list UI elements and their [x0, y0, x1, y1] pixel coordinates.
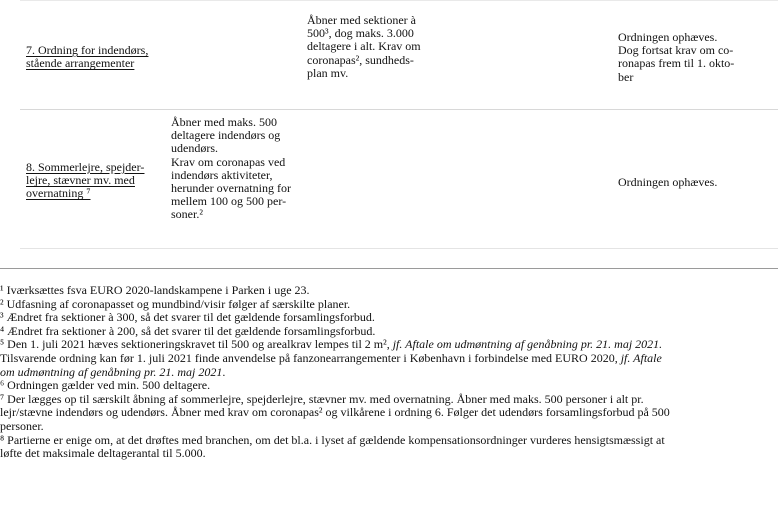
- footnote-3: ³ Ændret fra sektioner à 300, så det svarer til det gældende forsamlingsforbud.: [0, 310, 375, 325]
- row8-criteria-line: deltagere indendørs og: [171, 128, 281, 143]
- row7-outcome-line: ber: [618, 69, 634, 84]
- row8-title-link[interactable]: [26, 160, 144, 200]
- row7-outcome-line: Dog fortsat krav om co-: [618, 43, 734, 58]
- footnote-4: ⁴ Ændret fra sektioner à 200, så det svarer til det gældende forsamlingsforbud.: [0, 323, 376, 338]
- footnote-5: ⁵ Den 1. juli 2021 hæves sektioneringskravet til 500 og arealkrav lempes til 2 m², jf. Aftale om udmøntning af genåbning pr. 21. maj 2021.: [0, 337, 663, 352]
- row7-title: [26, 44, 176, 70]
- table-row-8: [20, 109, 778, 249]
- row8-criteria-line: indendørs aktiviteter,: [171, 167, 273, 182]
- footnote-6: ⁶ Ordningen gælder ved min. 500 deltagere.: [0, 378, 211, 393]
- row7-title-link[interactable]: 7. Ordning for indendørs, stående arrangementer: [26, 43, 149, 71]
- row8-title-line: lejre, stævner mv. med: [26, 173, 135, 188]
- footnote-7: ⁷ Der lægges op til særskilt åbning af sommerlejre, spejderlejre, stævner mv. med overnatning. Åbner med maks. 500 personer i alt pr.: [0, 391, 644, 406]
- row8-title: [26, 161, 176, 201]
- row7-criteria-line: Åbner med sektioner à: [307, 13, 416, 27]
- row8-criteria-line: mellem 100 og 500 per-: [171, 194, 287, 209]
- row7-criteria-line: deltagere i alt. Krav om: [307, 39, 421, 54]
- row7-outcome-line: ronapas frem til 1. okto-: [618, 56, 735, 71]
- footnote-7-cont2: personer.: [0, 418, 44, 433]
- footnote-1: ¹ Iværksættes fsva EURO 2020-landskampene i Parken i uge 23.: [0, 283, 310, 297]
- row8-outcome: Ordningen ophæves.: [618, 175, 718, 189]
- row8-criteria-line: Krav om coronapas ved: [171, 154, 286, 169]
- table-row-7: [20, 0, 778, 109]
- row8-title-line: 8. Sommerlejre, spejder-: [26, 160, 145, 174]
- row8-title-line: overnatning ⁷: [26, 186, 91, 201]
- footnote-5-cont: Tilsvarende ordning kan før 1. juli 2021 finde anvendelse på fanzonearrangementer i København i forbindelse med EURO 2020, jf. Aftale: [0, 350, 662, 365]
- row7-criteria-line: plan mv.: [307, 65, 349, 80]
- row7-criteria-line: coronapas², sundheds-: [307, 52, 414, 67]
- row8-criteria-line: Åbner med maks. 500: [171, 115, 277, 129]
- row8-criteria-line: soner.²: [171, 207, 203, 222]
- row8-criteria-line: herunder overnatning for: [171, 181, 291, 196]
- footnotes: [0, 268, 778, 461]
- footnote-5-cont2: om udmøntning af genåbning pr. 21. maj 2021.: [0, 364, 226, 379]
- row8-criteria: [171, 116, 316, 222]
- footnote-8-cont: løfte det maksimale deltagerantal til 5.000.: [0, 446, 206, 461]
- row7-criteria: [307, 14, 487, 80]
- row7-outcome-line: Ordningen ophæves.: [618, 30, 718, 44]
- footnote-2: ² Udfasning af coronapasset og mundbind/visir følger af særskilte planer.: [0, 296, 351, 311]
- row7-outcome: [618, 31, 768, 84]
- footnote-8: ⁸ Partierne er enige om, at det drøftes med branchen, om det bl.a. i lyset af gældende kompensationsordninger vurderes hensigtsmæssigt at: [0, 432, 665, 447]
- row8-criteria-line: udendørs.: [171, 141, 218, 156]
- footnote-7-cont: lejr/stævne indendørs og udendørs. Åbner med krav om coronapas² og vilkårene i ordning 6. Følger det udendørs forsamlingsforbud på 500: [0, 405, 670, 420]
- row7-criteria-line: 500³, dog maks. 3.000: [307, 26, 414, 41]
